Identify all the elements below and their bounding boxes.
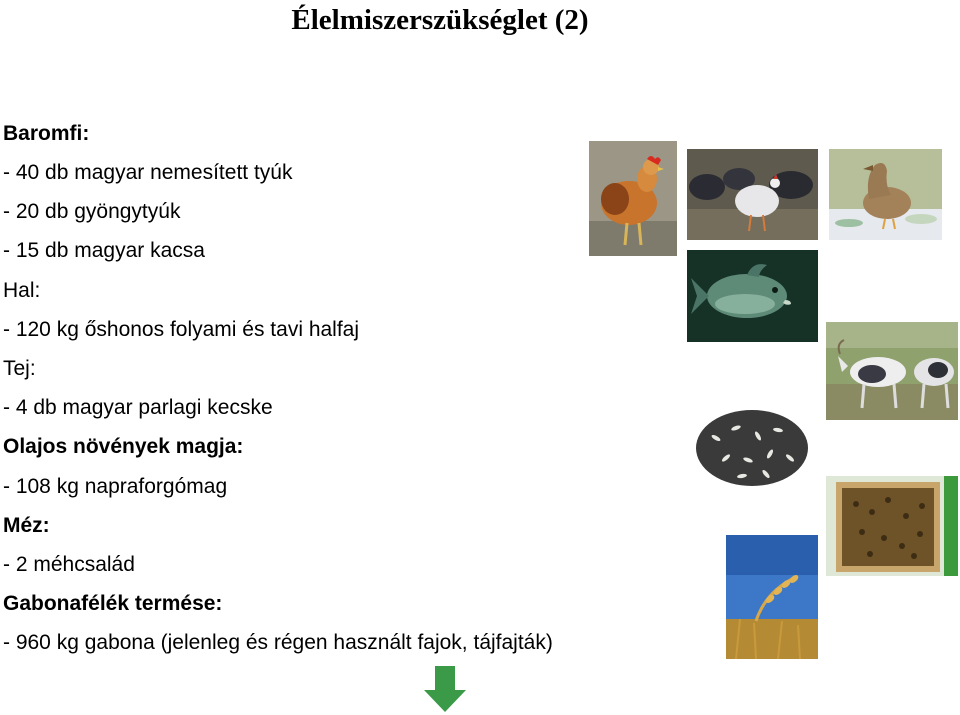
text-line: - 2 méhcsalád bbox=[3, 553, 135, 576]
text-line: - 40 db magyar nemesített tyúk bbox=[3, 161, 293, 184]
slide-title: Élelmiszerszükséglet (2) bbox=[291, 4, 589, 36]
duck-photo bbox=[829, 149, 942, 240]
text-line: - 4 db magyar parlagi kecske bbox=[3, 396, 273, 419]
text-line: - 15 db magyar kacsa bbox=[3, 239, 205, 262]
wheat-photo bbox=[726, 535, 818, 659]
text-line: Méz: bbox=[3, 514, 50, 537]
text-line: Hal: bbox=[3, 279, 41, 302]
chicken-photo bbox=[589, 141, 677, 256]
guineafowl-photo bbox=[687, 149, 818, 240]
text-line: Baromfi: bbox=[3, 122, 90, 145]
down-arrow-icon bbox=[424, 666, 466, 712]
sunflower-seed-photo bbox=[686, 398, 818, 494]
goat-photo bbox=[826, 322, 958, 420]
carp-photo bbox=[687, 250, 818, 342]
text-line: Gabonafélék termése: bbox=[3, 592, 223, 615]
text-line: Tej: bbox=[3, 357, 36, 380]
text-line: - 120 kg őshonos folyami és tavi halfaj bbox=[3, 318, 360, 341]
text-line: - 20 db gyöngytyúk bbox=[3, 200, 181, 223]
text-line: Olajos növények magja: bbox=[3, 435, 244, 458]
text-line: - 960 kg gabona (jelenleg és régen használt fajok, tájfajták) bbox=[3, 631, 553, 654]
text-line: - 108 kg napraforgómag bbox=[3, 475, 228, 498]
beehive-frame-photo bbox=[826, 476, 958, 576]
